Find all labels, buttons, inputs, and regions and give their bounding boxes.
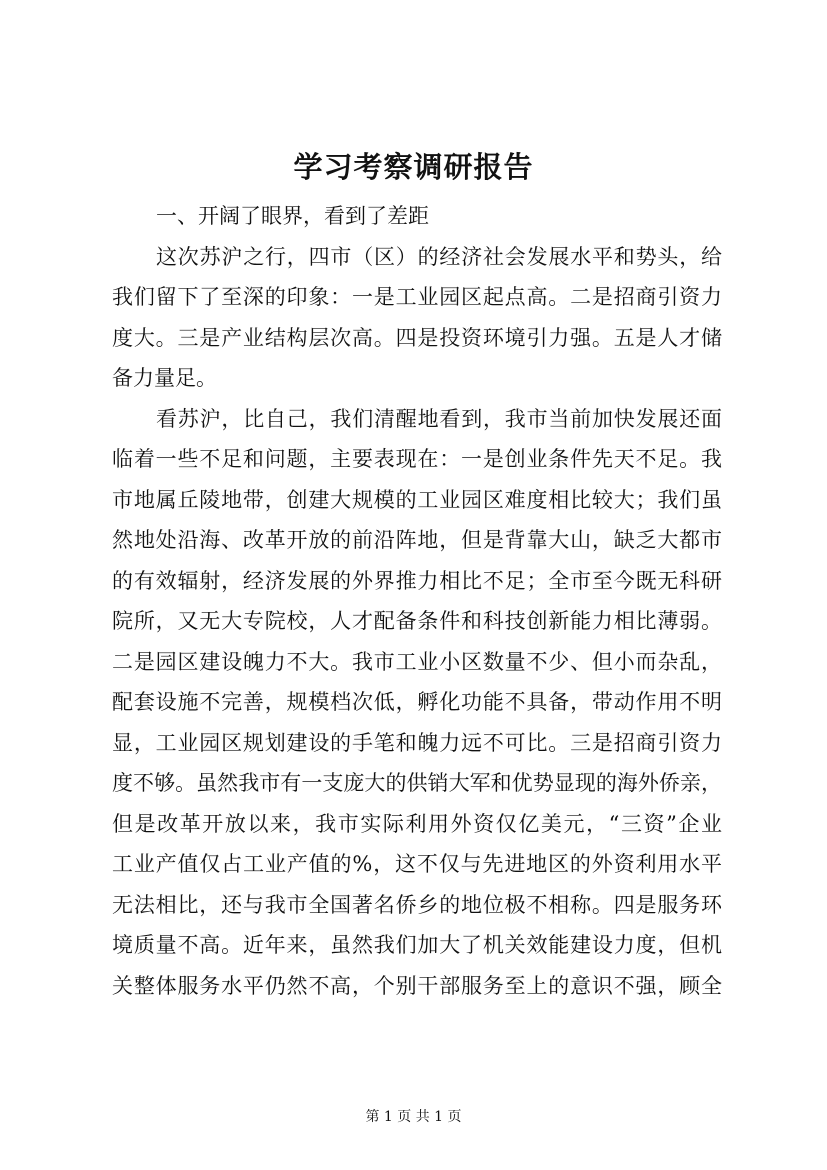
body-line: 这次苏沪之行，四市（区）的经济社会发展水平和势头，给 (156, 244, 722, 269)
body-line: 显，工业园区规划建设的手笔和魄力远不可比。三是招商引资力 (112, 730, 722, 755)
body-line: 但是改革开放以来，我市实际利用外资仅亿美元，“三资”企业 (112, 811, 722, 836)
body-line: 院所，又无大专院校，人才配备条件和科技创新能力相比薄弱。 (112, 609, 722, 633)
section-heading: 一、开阔了眼界，看到了差距 (156, 204, 429, 228)
body-line: 无法相比，还与我市全国著名侨乡的地位极不相称。四是服务环 (112, 892, 722, 917)
body-line: 配套设施不完善，规模档次低，孵化功能不具备，带动作用不明 (112, 690, 722, 714)
body-line: 度大。三是产业结构层次高。四是投资环境引力强。五是人才储 (112, 325, 722, 350)
body-line: 工业产值仅占工业产值的%，这不仅与先进地区的外资利用水平 (112, 852, 722, 876)
body-line: 我们留下了至深的印象：一是工业园区起点高。二是招商引资力 (112, 285, 722, 309)
body-line: 看苏沪，比自己，我们清醒地看到，我市当前加快发展还面 (156, 406, 722, 431)
page-footer: 第 1 页 共 1 页 (365, 1109, 462, 1125)
body-line: 备力量足。 (112, 366, 217, 390)
body-line: 关整体服务水平仍然不高，个别干部服务至上的意识不强，顾全 (112, 973, 722, 998)
body-line: 度不够。虽然我市有一支庞大的供销大军和优势显现的海外侨亲， (112, 771, 722, 795)
document-body (112, 196, 722, 1006)
body-line: 的有效辐射，经济发展的外界推力相比不足；全市至今既无科研 (112, 568, 722, 593)
body-line: 临着一些不足和问题，主要表现在：一是创业条件先天不足。我 (112, 447, 722, 471)
body-line: 境质量不高。近年来，虽然我们加大了机关效能建设力度，但机 (112, 933, 722, 957)
body-line: 二是园区建设魄力不大。我市工业小区数量不少、但小而杂乱， (112, 649, 722, 674)
document-title: 学习考察调研报告 (293, 150, 534, 184)
body-line: 市地属丘陵地带，创建大规模的工业园区难度相比较大；我们虽 (112, 487, 722, 512)
body-line: 然地处沿海、改革开放的前沿阵地，但是背靠大山，缺乏大都市 (112, 528, 722, 552)
